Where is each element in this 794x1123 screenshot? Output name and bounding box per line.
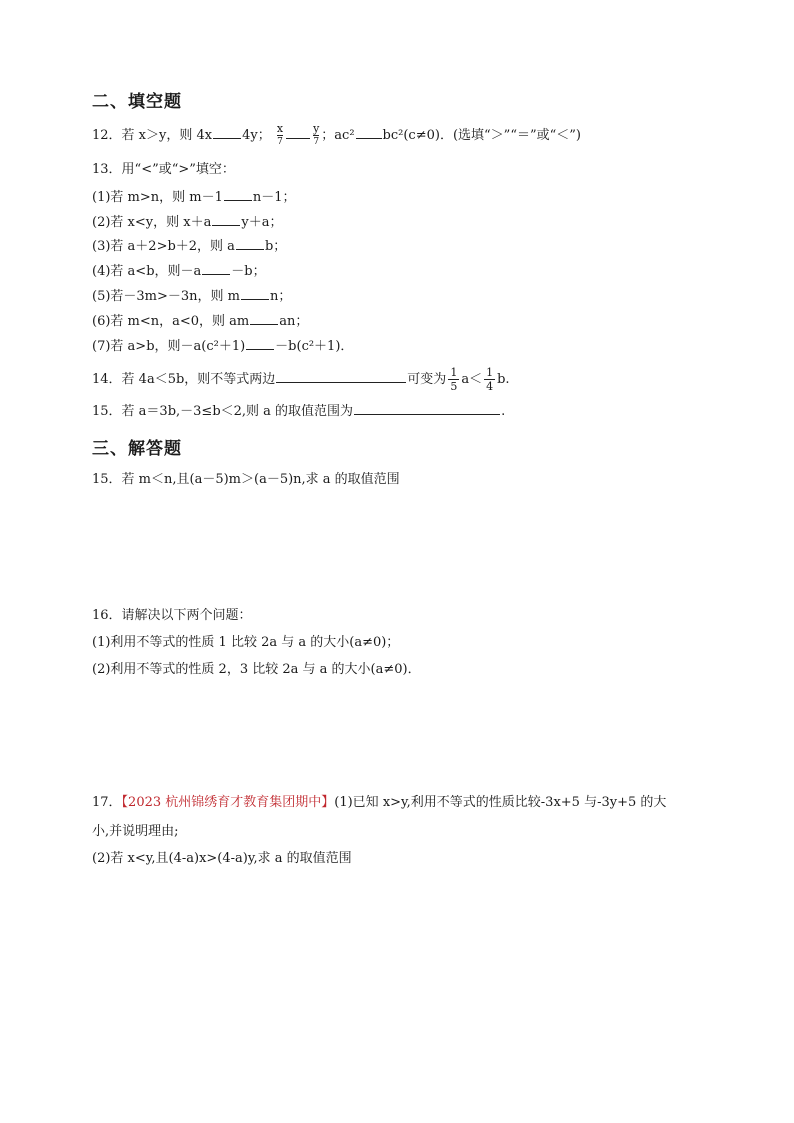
q13-item-2 (92, 213, 282, 231)
q13-blank-3[interactable] (236, 237, 264, 250)
question-15-fill (92, 402, 505, 420)
q13-blank-1[interactable] (224, 188, 252, 201)
question-15-answer: 15．若 m＜n,且(a－5)m＞(a－5)n,求 a 的取值范围 (92, 472, 400, 487)
question-17-line-3: (2)若 x<y,且(4-a)x>(4-a)y,求 a 的取值范围 (92, 851, 352, 866)
question-16-part-1: (1)利用不等式的性质 1 比较 2a 与 a 的大小(a≠0)； (92, 635, 400, 650)
q15a-blank[interactable] (354, 402, 500, 415)
q13-item-2-tail: y＋a； (241, 215, 283, 230)
q13-item-6-text: (6)若 m<n，a<0，则 am (92, 314, 250, 329)
q13-item-4-tail: －b； (231, 264, 266, 279)
q13-item-6-tail: an； (279, 314, 309, 329)
q14-f2-den: 4 (486, 380, 494, 393)
q13-item-4 (92, 262, 266, 280)
q13-item-5-tail: n； (270, 289, 292, 304)
q17-source-tag: 【2023 杭州锦绣育才教育集团期中】 (121, 795, 335, 810)
question-12 (92, 122, 581, 149)
q13-item-1-text: (1)若 m>n，则 m－1 (92, 190, 223, 205)
q13-blank-7[interactable] (246, 337, 274, 350)
q14-text-2: 可变为 (407, 372, 447, 387)
q13-blank-4[interactable] (202, 262, 230, 275)
q13-blank-2[interactable] (212, 213, 240, 226)
q13-item-1 (92, 188, 296, 206)
q14-f1-den: 5 (450, 380, 458, 393)
q14-f1-num: 1 (450, 366, 458, 379)
q15a-end: . (501, 404, 506, 419)
question-17-line-1 (92, 795, 666, 811)
question-16-part-2: (2)利用不等式的性质 2，3 比较 2a 与 a 的大小(a≠0)． (92, 662, 421, 677)
q12-frac1-den: 7 (277, 137, 283, 147)
q12-fraction-y (313, 122, 319, 149)
q13-blank-5[interactable] (241, 287, 269, 300)
q14-fraction-1-5 (448, 366, 459, 393)
q12-frac1-num: x (276, 122, 284, 135)
q13-item-6 (92, 312, 308, 330)
q14-blank[interactable] (276, 370, 406, 383)
section-title-answer: 三、解答题 (92, 439, 182, 459)
q17-text-1: (1)已知 x>y,利用不等式的性质比较-3x+5 与-3y+5 的大 (334, 795, 667, 810)
q12-frac2-num: y (313, 122, 320, 135)
section-title-fill-in: 二、填空题 (92, 92, 182, 112)
q13-item-7-tail: －b(c²＋1)． (275, 339, 354, 354)
q12-blank-3[interactable] (356, 126, 382, 139)
q12-text-2: 4y； (242, 128, 271, 143)
q13-item-4-text: (4)若 a<b，则－a (92, 264, 202, 279)
q13-item-5 (92, 287, 291, 305)
q14-mid: a＜ (461, 372, 483, 387)
q13-item-1-tail: n－1； (252, 190, 296, 205)
question-16-stem: 16．请解决以下两个问题： (92, 608, 252, 623)
q14-end: b. (497, 372, 510, 387)
q12-text-3: ；ac² (321, 128, 355, 143)
q14-text-1: 14．若 4a＜5b，则不等式两边 (92, 372, 276, 387)
q15a-text: 15．若 a＝3b,－3≤b＜2,则 a 的取值范围为 (92, 404, 354, 419)
q12-text-1: 12．若 x＞y，则 4x (92, 128, 213, 143)
q13-item-3-text: (3)若 a＋2>b＋2，则 a (92, 239, 235, 254)
q12-blank-1[interactable] (213, 126, 241, 139)
q12-text-4: bc²(c≠0)．(选填“＞”“＝”或“＜”) (382, 128, 581, 143)
q13-item-2-text: (2)若 x<y，则 x＋a (92, 215, 212, 230)
q17-number: 17． (92, 795, 122, 810)
q14-fraction-1-4 (484, 366, 495, 393)
q13-item-3 (92, 237, 286, 255)
q12-blank-2[interactable] (286, 126, 310, 139)
q13-item-7 (92, 337, 353, 355)
question-14 (92, 366, 510, 393)
q12-frac2-den: 7 (313, 137, 320, 147)
question-17-line-2: 小,并说明理由; (92, 824, 179, 839)
q13-item-5-text: (5)若－3m>－3n，则 m (92, 289, 241, 304)
q13-item-7-text: (7)若 a>b，则－a(c²＋1) (92, 339, 246, 354)
q14-f2-num: 1 (486, 366, 494, 379)
q13-blank-6[interactable] (250, 312, 278, 325)
q12-fraction-x (277, 122, 283, 149)
question-13-stem: 13．用“<”或“>”填空： (92, 162, 235, 177)
q13-item-3-tail: b； (264, 239, 287, 254)
